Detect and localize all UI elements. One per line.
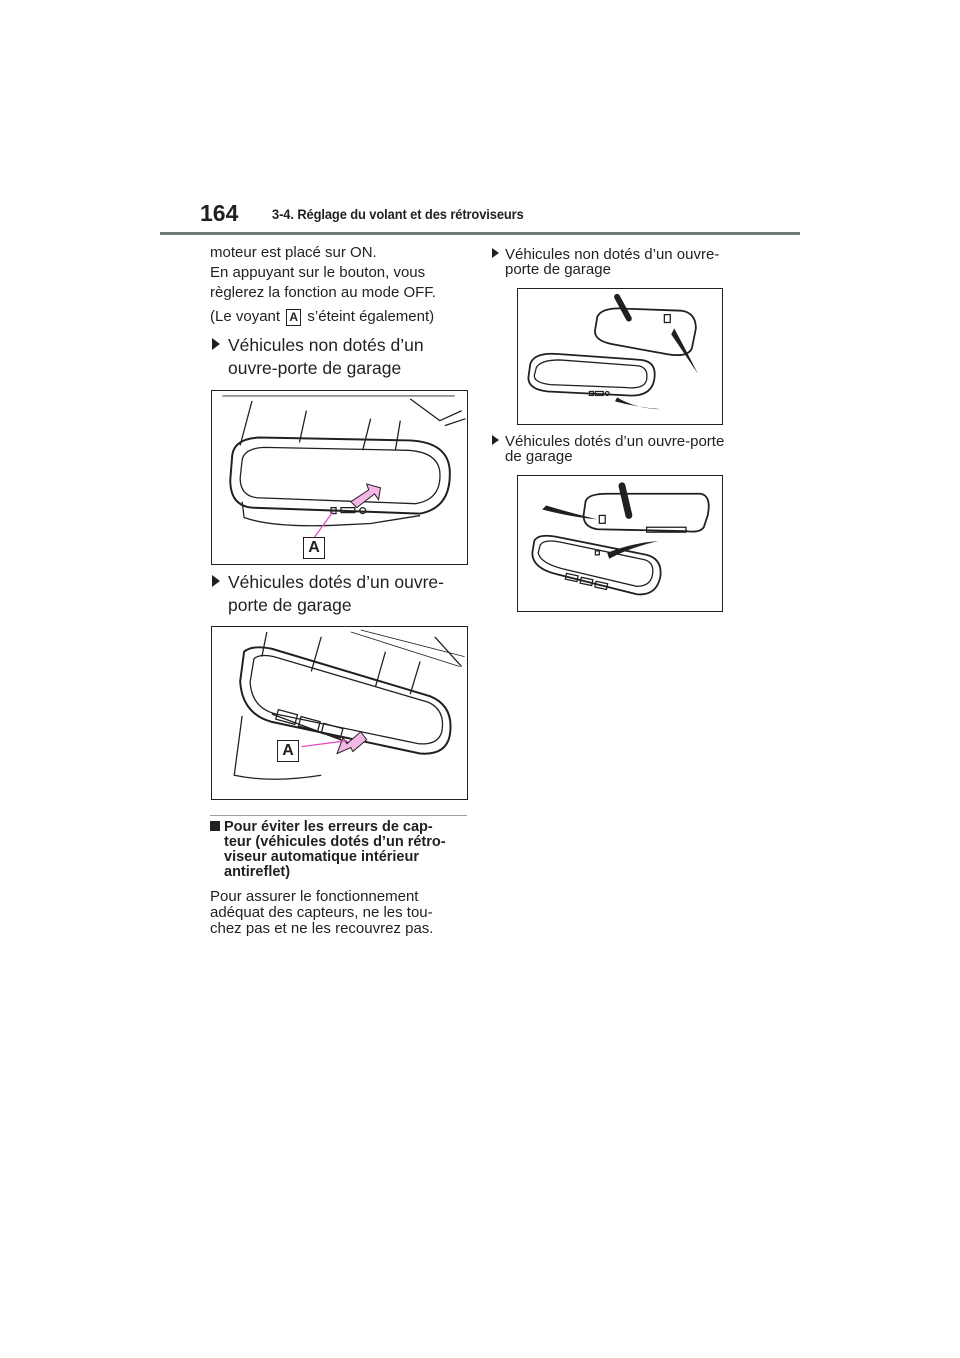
right-bullet-1-line-2: porte de garage bbox=[505, 261, 611, 278]
left-bullet-2-line-1: Véhicules dotés d’un ouvre- bbox=[228, 572, 444, 592]
mirror-sensor-illustration bbox=[518, 476, 722, 611]
right-bullet-2-line-1: Véhicules dotés d’un ouvre-porte bbox=[505, 433, 725, 450]
figure-sensor-with-opener bbox=[517, 475, 723, 612]
left-bullet-1 bbox=[212, 333, 424, 357]
caution-body-line-2: adéquat des capteurs, ne les tou- bbox=[210, 904, 433, 921]
triangle-bullet-icon bbox=[492, 248, 499, 258]
intro-line-1: moteur est placé sur ON. bbox=[210, 244, 377, 261]
left-bullet-1-line-2: ouvre-porte de garage bbox=[228, 358, 402, 378]
mirror-sensor-illustration bbox=[518, 289, 722, 424]
right-bullet-1 bbox=[492, 247, 719, 262]
figure-mirror-with-opener bbox=[211, 626, 468, 800]
caution-heading-line-2: teur (véhicules dotés d’un rétro- bbox=[224, 834, 446, 850]
left-bullet-2 bbox=[212, 570, 444, 594]
right-bullet-1-line-1: Véhicules non dotés d’un ouvre- bbox=[505, 246, 720, 263]
caution-heading-line-3: viseur automatique intérieur bbox=[224, 849, 419, 865]
left-bullet-2-line-2: porte de garage bbox=[228, 595, 352, 615]
figure1-callout-a: A bbox=[303, 537, 325, 559]
mirror-illustration bbox=[212, 391, 467, 564]
caution-heading-line-4: antireflet) bbox=[224, 864, 291, 880]
figure-mirror-no-opener bbox=[211, 390, 468, 565]
section-title: 3-4. Réglage du volant et des rétroviseurs bbox=[272, 206, 524, 222]
header-rule bbox=[160, 232, 800, 235]
intro-line-2: En appuyant sur le bouton, vous bbox=[210, 264, 426, 281]
triangle-bullet-icon bbox=[212, 338, 220, 350]
indicator-suffix: s’éteint également) bbox=[307, 308, 435, 325]
triangle-bullet-icon bbox=[212, 575, 220, 587]
triangle-bullet-icon bbox=[492, 435, 499, 445]
intro-line-3: règlerez la fonction au mode OFF. bbox=[210, 284, 436, 301]
indicator-note bbox=[210, 307, 434, 326]
right-bullet-2 bbox=[492, 434, 724, 449]
caution-heading-line-1: Pour éviter les erreurs de cap- bbox=[210, 820, 475, 835]
right-bullet-2-line-2: de garage bbox=[505, 448, 573, 465]
left-bullet-1-line-1: Véhicules non dotés d’un bbox=[228, 335, 424, 355]
figure-sensor-no-opener bbox=[517, 288, 723, 425]
indicator-callout-a: A bbox=[286, 309, 301, 326]
caution-divider bbox=[210, 815, 467, 816]
figure2-callout-a: A bbox=[277, 740, 299, 762]
mirror-illustration bbox=[212, 627, 467, 799]
page-number: 164 bbox=[200, 200, 239, 226]
caution-heading bbox=[210, 820, 475, 880]
caution-body-line-3: chez pas et ne les recouvrez pas. bbox=[210, 920, 434, 937]
square-bullet-icon bbox=[210, 821, 220, 831]
caution-body-line-1: Pour assurer le fonctionnement bbox=[210, 888, 419, 905]
indicator-prefix: (Le voyant bbox=[210, 308, 281, 325]
